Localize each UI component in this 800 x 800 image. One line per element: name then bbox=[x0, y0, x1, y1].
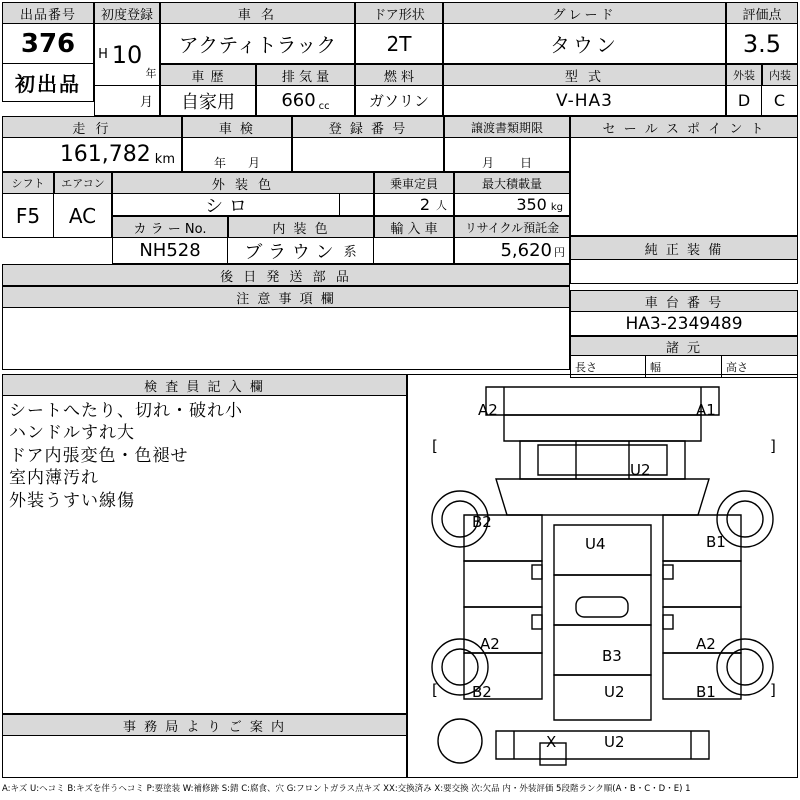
bracket-left-bottom: [ bbox=[432, 681, 438, 699]
mileage-number: 161,782 bbox=[59, 142, 151, 167]
inspector-notes bbox=[2, 396, 407, 714]
office-notice-label: 事 務 局 よ り ご 案 内 bbox=[2, 714, 407, 736]
inspector-note-line: ハンドルすれ大 bbox=[9, 423, 135, 444]
interior-color-text: ブ ラ ウ ン bbox=[244, 241, 334, 263]
interior-grade-label: 内装 bbox=[762, 64, 798, 86]
inspection-value bbox=[182, 138, 292, 172]
shift-value: F5 bbox=[2, 194, 54, 238]
caution-label: 注 意 事 項 欄 bbox=[2, 286, 570, 308]
mark-b2-mid-left: B2 bbox=[472, 513, 492, 531]
mark-b3-center-low: B3 bbox=[602, 647, 622, 665]
mark-x-bottom: X bbox=[546, 733, 557, 751]
history-value: 自家用 bbox=[160, 86, 256, 116]
inspection-label: 車 検 bbox=[182, 116, 292, 138]
door-shape-value: 2T bbox=[355, 24, 443, 64]
max-load-number: 350 bbox=[516, 195, 547, 214]
registration-no-label: 登 録 番 号 bbox=[292, 116, 444, 138]
score-label: 評価点 bbox=[726, 2, 798, 24]
fuel-value: ガソリン bbox=[355, 86, 443, 116]
recycle-number: 5,620 bbox=[500, 240, 552, 261]
shift-label: シフト bbox=[2, 172, 54, 194]
capacity-unit: 人 bbox=[436, 198, 447, 212]
mark-a1-top-right: A1 bbox=[696, 401, 716, 419]
door-shape-label: ドア形状 bbox=[355, 2, 443, 24]
mark-u4-center: U4 bbox=[585, 535, 606, 553]
registration-no-value bbox=[292, 138, 444, 172]
color-no-value: NH528 bbox=[112, 238, 228, 264]
color-no-label: カ ラ ー No. bbox=[112, 216, 228, 238]
genuine-equipment-label: 純 正 装 備 bbox=[570, 236, 798, 260]
vehicle-damage-diagram bbox=[407, 374, 798, 778]
reg-year-unit: 年 bbox=[145, 67, 157, 80]
mark-a2-lower-right: A2 bbox=[696, 635, 716, 653]
inspector-note-line: 外装うすい線傷 bbox=[9, 490, 135, 511]
grade-value: タウン bbox=[443, 24, 726, 64]
displacement-label: 排 気 量 bbox=[256, 64, 355, 86]
interior-grade-value: C bbox=[762, 86, 798, 116]
genuine-equipment-value bbox=[570, 260, 798, 284]
exterior-color-value: シ ロ bbox=[112, 194, 340, 216]
model-value: V-HA3 bbox=[443, 86, 726, 116]
inspector-note-line: 室内薄汚れ bbox=[9, 468, 99, 489]
height-label: 高さ bbox=[722, 356, 798, 378]
transfer-day: 日 bbox=[520, 156, 533, 170]
car-name-label: 車 名 bbox=[160, 2, 355, 24]
recycle-label: リサイクル預託金 bbox=[454, 216, 570, 238]
bracket-right-top: ] bbox=[770, 437, 776, 455]
mark-a2-top-left: A2 bbox=[478, 401, 498, 419]
inspector-note-line: ドア内張変色・色褪せ bbox=[9, 445, 189, 466]
mileage-value bbox=[2, 138, 182, 172]
ac-value: AC bbox=[54, 194, 112, 238]
model-label: 型 式 bbox=[443, 64, 726, 86]
grade-label: グレード bbox=[443, 2, 726, 24]
reg-year: 10 bbox=[111, 40, 143, 69]
displacement-number: 660 bbox=[281, 90, 316, 111]
transfer-deadline-value bbox=[444, 138, 570, 172]
capacity-label: 乗車定員 bbox=[374, 172, 454, 194]
inspection-month-unit: 月 bbox=[248, 156, 261, 170]
chassis-no-value: HA3-2349489 bbox=[570, 312, 798, 336]
chassis-no-label: 車 台 番 号 bbox=[570, 290, 798, 312]
reg-month-unit: 月 bbox=[94, 86, 160, 116]
lot-no-value: 376 bbox=[2, 24, 94, 64]
mark-u2-bottom-center: U2 bbox=[604, 683, 625, 701]
interior-color-suffix: 系 bbox=[343, 245, 357, 260]
max-load-label: 最大積載量 bbox=[454, 172, 570, 194]
lot-no-label: 出品番号 bbox=[2, 2, 94, 24]
sales-point-value bbox=[570, 138, 798, 236]
length-label: 長さ bbox=[570, 356, 646, 378]
history-label: 車 歴 bbox=[160, 64, 256, 86]
capacity-number: 2 bbox=[419, 195, 430, 214]
import-label: 輸 入 車 bbox=[374, 216, 454, 238]
recycle-value bbox=[454, 238, 570, 264]
transfer-deadline-label: 譲渡書類期限 bbox=[444, 116, 570, 138]
capacity-value bbox=[374, 194, 454, 216]
later-parts-label: 後 日 発 送 部 品 bbox=[2, 264, 570, 286]
mark-u2-upper-right: U2 bbox=[630, 461, 651, 479]
exterior-color-label: 外 装 色 bbox=[112, 172, 374, 194]
exterior-grade-label: 外装 bbox=[726, 64, 762, 86]
score-value: 3.5 bbox=[726, 24, 798, 64]
sales-point-label: セ ー ル ス ポ イ ン ト bbox=[570, 116, 798, 138]
mark-u2-bottom: U2 bbox=[604, 733, 625, 751]
mileage-label: 走 行 bbox=[2, 116, 182, 138]
mark-b2-bottom-left: B2 bbox=[472, 683, 492, 701]
first-registration-label: 初度登録 bbox=[94, 2, 160, 24]
exterior-grade-value: D bbox=[726, 86, 762, 116]
mark-b1-mid-right: B1 bbox=[706, 533, 726, 551]
car-name-value: アクティトラック bbox=[160, 24, 355, 64]
transfer-month: 月 bbox=[481, 156, 494, 170]
office-notice-value bbox=[2, 736, 407, 778]
inspection-year-unit: 年 bbox=[213, 156, 226, 170]
inspector-label: 検 査 員 記 入 欄 bbox=[2, 374, 407, 396]
first-registration-value bbox=[94, 24, 160, 86]
recycle-unit: 円 bbox=[554, 246, 565, 259]
inspector-note-line: シートへたり、切れ・破れ小 bbox=[9, 401, 243, 421]
interior-color-value bbox=[228, 238, 374, 264]
caution-value bbox=[2, 308, 570, 370]
mark-a2-lower-left: A2 bbox=[480, 635, 500, 653]
mileage-unit: km bbox=[154, 152, 175, 167]
width-label: 幅 bbox=[646, 356, 722, 378]
fuel-label: 燃 料 bbox=[355, 64, 443, 86]
vehicle-diagram-svg bbox=[408, 375, 797, 777]
max-load-unit: kg bbox=[550, 202, 563, 213]
interior-color-label: 内 装 色 bbox=[228, 216, 374, 238]
dimensions-label: 諸 元 bbox=[570, 336, 798, 356]
first-exhibit-badge: 初出品 bbox=[2, 64, 94, 102]
reg-era: H bbox=[98, 47, 108, 62]
bracket-left-top: [ bbox=[432, 437, 438, 455]
bracket-right-bottom: ] bbox=[770, 681, 776, 699]
max-load-value bbox=[454, 194, 570, 216]
ac-label: エアコン bbox=[54, 172, 112, 194]
footer-legend: A:キズ U:ヘコミ B:キズを伴うヘコミ P:要塗装 W:補修跡 S:錆 C:腐食、穴 G:フロントガラス点キズ XX:交換済み X:要交換 次:欠品 内・外装評価 5段階ランク順(A・B・C・D・E) 1 bbox=[2, 784, 691, 794]
import-value bbox=[374, 238, 454, 264]
displacement-unit: cc bbox=[318, 101, 330, 112]
exterior-color-extra bbox=[340, 194, 374, 216]
displacement-value bbox=[256, 86, 355, 116]
mark-b1-bottom-right: B1 bbox=[696, 683, 716, 701]
